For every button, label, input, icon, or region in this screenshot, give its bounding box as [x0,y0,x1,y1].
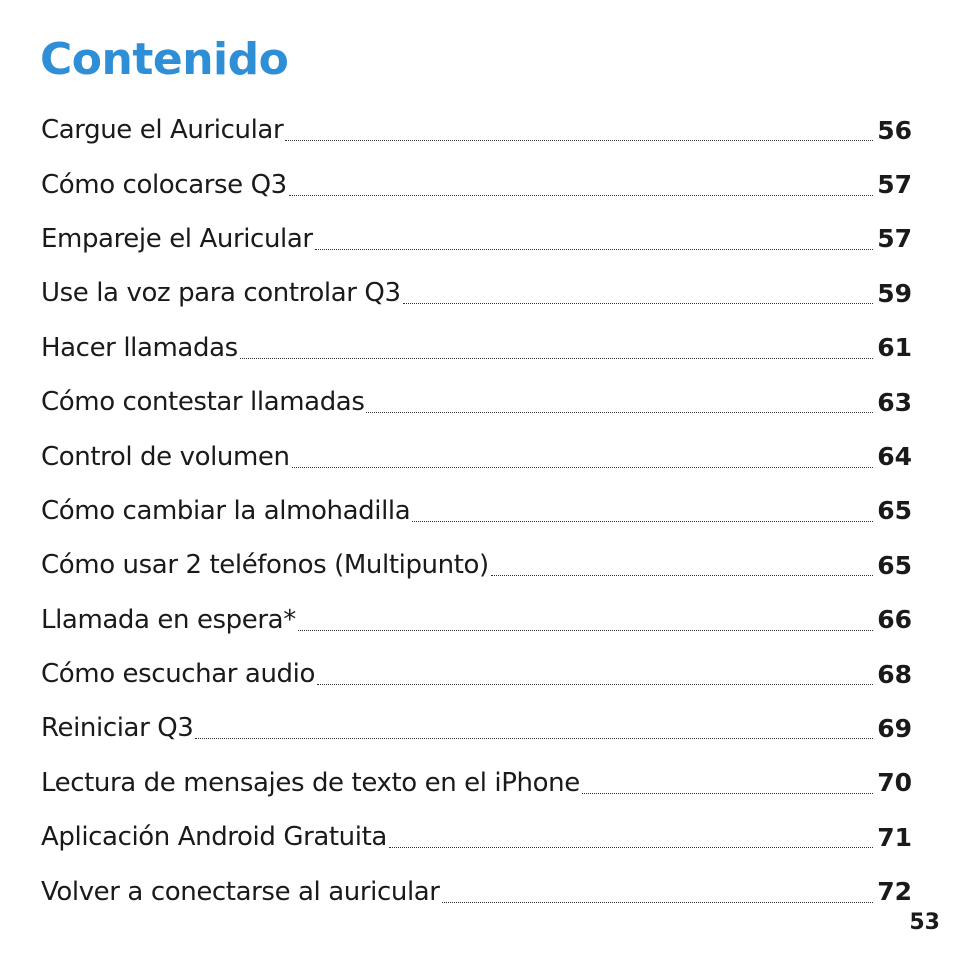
toc-entry-label: Cómo colocarse Q3 [41,169,287,200]
toc-entry-label: Reiniciar Q3 [41,713,194,744]
toc-entry-label: Hacer llamadas [41,332,238,363]
toc-entry-label: Cómo contestar llamadas [41,387,365,418]
toc-entry-reconectar[interactable] [41,864,912,918]
dotted-leader [389,846,873,848]
dotted-leader [315,248,874,250]
toc-entry-label: Cargue el Auricular [41,115,284,146]
dotted-leader [442,901,874,903]
toc-entry-hacer-llamadas[interactable] [41,321,912,375]
toc-entry-label: Volver a conectarse al auricular [41,876,440,907]
toc-entry-page: 70 [877,768,912,798]
dotted-leader [491,574,873,576]
toc-entry-label: Aplicación Android Gratuita [41,822,387,853]
toc-entry-label: Lectura de mensajes de texto en el iPhone [41,767,580,798]
toc-entry-label: Empareje el Auricular [41,223,313,254]
page-number: 53 [909,910,940,935]
toc-entry-multipunto[interactable] [41,538,912,592]
toc-entry-label: Cómo cambiar la almohadilla [41,495,411,526]
toc-entry-label: Cómo usar 2 teléfonos (Multipunto) [41,550,489,581]
table-of-contents [41,103,912,919]
dotted-leader [292,466,874,468]
toc-entry-empareje[interactable] [41,212,912,266]
toc-entry-label: Control de volumen [41,441,290,472]
toc-entry-espera[interactable] [41,593,912,647]
dotted-leader [403,302,874,304]
toc-entry-page: 59 [877,278,912,308]
toc-entry-page: 66 [877,605,912,635]
toc-entry-page: 57 [877,170,912,200]
toc-entry-page: 65 [877,496,912,526]
toc-entry-reiniciar[interactable] [41,701,912,755]
toc-entry-cargue-auricular[interactable] [41,103,912,157]
toc-entry-page: 63 [877,387,912,417]
dotted-leader [317,683,873,685]
toc-entry-page: 69 [877,713,912,743]
toc-entry-page: 61 [877,333,912,363]
toc-entry-page: 72 [877,877,912,907]
toc-entry-voz[interactable] [41,266,912,320]
toc-entry-page: 64 [877,442,912,472]
toc-entry-page: 65 [877,550,912,580]
dotted-leader [366,411,873,413]
toc-entry-contestar[interactable] [41,375,912,429]
toc-entry-label: Use la voz para controlar Q3 [41,278,401,309]
dotted-leader [582,792,873,794]
toc-entry-page: 56 [877,115,912,145]
toc-entry-page: 68 [877,659,912,689]
toc-entry-page: 57 [877,224,912,254]
dotted-leader [298,629,873,631]
dotted-leader [285,139,873,141]
toc-entry-colocarse[interactable] [41,157,912,211]
toc-entry-audio[interactable] [41,647,912,701]
toc-entry-volumen[interactable] [41,429,912,483]
dotted-leader [289,194,873,196]
toc-entry-almohadilla[interactable] [41,484,912,538]
toc-entry-label: Llamada en espera* [41,604,296,635]
dotted-leader [240,357,873,359]
toc-entry-page: 71 [877,822,912,852]
dotted-leader [412,520,873,522]
toc-entry-android[interactable] [41,810,912,864]
toc-entry-label: Cómo escuchar audio [41,659,315,690]
page-title: Contenido [40,34,289,85]
toc-entry-mensajes-iphone[interactable] [41,756,912,810]
dotted-leader [195,737,873,739]
